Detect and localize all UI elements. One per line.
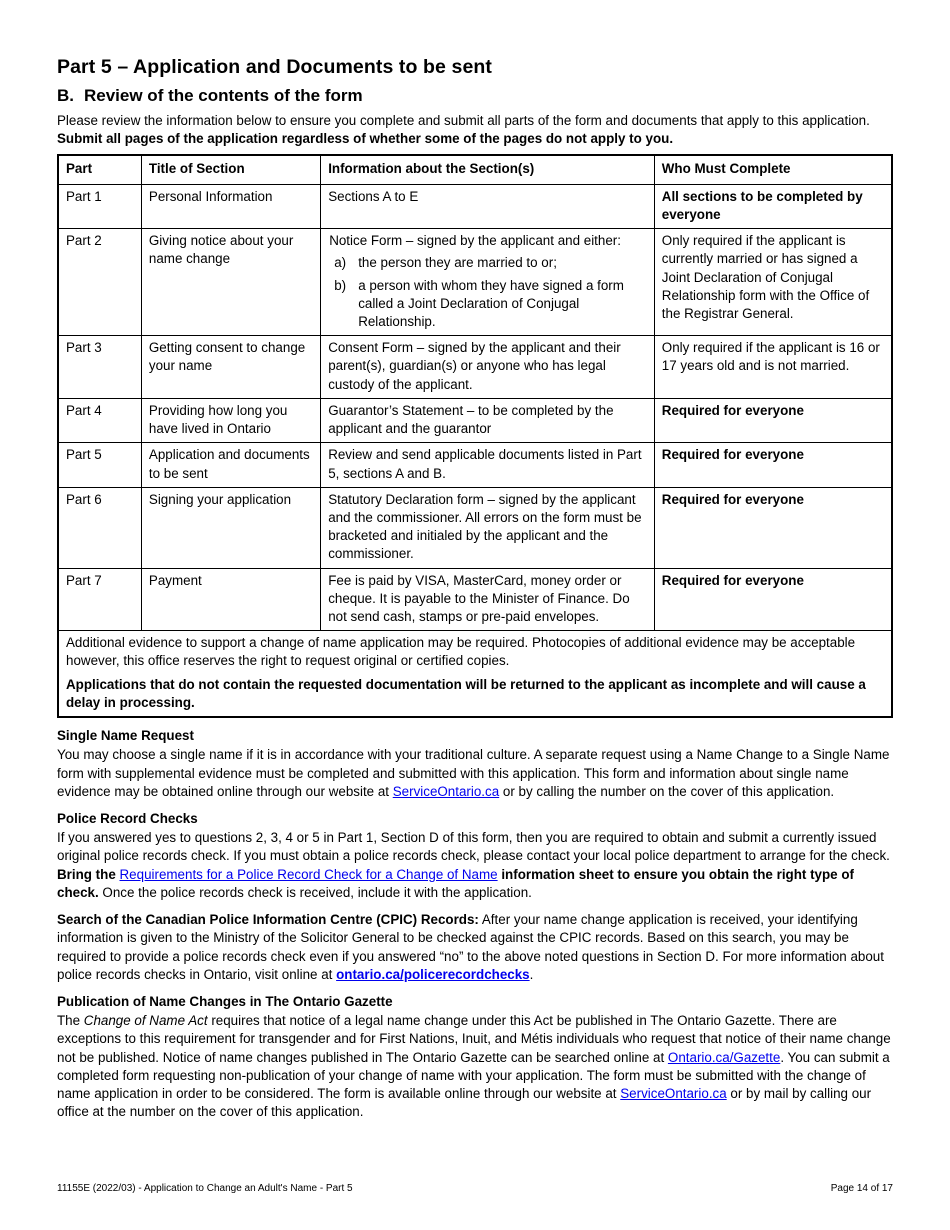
table-row <box>58 568 892 631</box>
cell-part: Part 4 <box>58 398 141 442</box>
serviceontario-link[interactable]: ServiceOntario.ca <box>392 783 500 799</box>
cell-info: Review and send applicable documents listed in Part 5, sections A and B. <box>321 443 655 487</box>
intro-regular-text: Please review the information below to ensure you complete and submit all parts of the form and documents that apply to this application. <box>57 113 870 128</box>
single-name-body-end: or by calling the number on the cover of this application. <box>499 783 835 799</box>
cell-title: Signing your application <box>141 487 320 568</box>
cell-part: Part 2 <box>58 229 141 336</box>
list-text: the person they are married to or; <box>358 255 557 271</box>
gazette-body-3: . You can submit a completed form requesting non-publication of your change of name with your application. The form must be submitted with the change of name application in order to be considered. The form is available online through our website at <box>57 1049 890 1102</box>
page-number-label: Page 14 of 17 <box>830 1183 893 1194</box>
gazette-body-2: requires that notice of a legal name change under this Act be published in The Ontario Gazette. There are exceptions to this requirement for transgender and for First Nations, Inuit, and Métis individuals who request that notice of their name change not be published. Notice of name changes published in The Ontario Gazette can be searched online at <box>57 1013 891 1065</box>
notice-form-lead: Notice Form – signed by the applicant and either: <box>329 233 621 249</box>
note-bold-text: Applications that do not contain the requested documentation will be returned to the applicant as incomplete and will cause a delay in processing. <box>66 676 866 710</box>
column-header-part: Part <box>58 155 141 184</box>
policerecordchecks-link[interactable]: ontario.ca/policerecordchecks <box>336 966 530 982</box>
cpic-body: After your name change application is received, your identifying information is given to the Ministry of the Solicitor General to be checked against the CPIC records. Based on this search, you may be required to provide a police records check even if you answered “no” to the above noted questions in Section D. For more information about police records checks in Ontario, visit online at <box>57 912 884 982</box>
list-text: a person with whom they have signed a form called a Joint Declaration of Conjugal Relationship. <box>358 277 624 329</box>
change-of-name-act-italic: Change of Name Act <box>83 1013 208 1029</box>
single-name-request-paragraph <box>57 746 893 801</box>
cell-who: Required for everyone <box>654 443 892 487</box>
cell-who: Only required if the applicant is 16 or 17 years old and is not married. <box>654 336 892 399</box>
review-contents-table <box>57 154 893 718</box>
cell-title: Personal Information <box>141 184 320 228</box>
table-note-row <box>58 631 892 717</box>
section-b-title <box>57 86 893 106</box>
single-name-request-heading: Single Name Request <box>57 728 194 744</box>
police-check-requirements-link[interactable]: Requirements for a Police Record Check for a Change of Name <box>119 866 498 882</box>
table-row <box>58 398 892 442</box>
gazette-heading: Publication of Name Changes in The Ontario Gazette <box>57 993 393 1009</box>
cell-info: Consent Form – signed by the applicant and their parent(s), guardian(s) or anyone who has legal custody of the applicant. <box>321 336 655 399</box>
column-header-title: Title of Section <box>141 155 320 184</box>
cpic-body-end: . <box>529 966 534 982</box>
column-header-who: Who Must Complete <box>654 155 892 184</box>
cell-part: Part 5 <box>58 443 141 487</box>
cell-who: Only required if the applicant is currently married or has signed a Joint Declaration of Conjugal Relationship form with the Office of the Registrar General. <box>654 229 892 336</box>
table-row <box>58 487 892 568</box>
page-footer <box>57 1183 893 1195</box>
table-row <box>58 184 892 228</box>
table-row <box>58 229 892 336</box>
page-title: Part 5 – Application and Documents to be sent <box>57 56 493 78</box>
section-b-text: Review of the contents of the form <box>84 86 363 105</box>
notice-form-option-b <box>328 277 647 332</box>
list-marker: b) <box>334 277 347 293</box>
additional-evidence-note <box>58 631 892 717</box>
police-body-start: If you answered yes to questions 2, 3, 4 or 5 in Part 1, Section D of this form, then you are required to obtain and submit a currently issued original police records check. If you must obtain a police records check, please contact your local police department to arrange for the check. <box>57 830 890 864</box>
cell-title: Application and documents to be sent <box>141 443 320 487</box>
table-row <box>58 443 892 487</box>
police-bold-sheet: information sheet to ensure you obtain the right type of check. <box>57 866 854 900</box>
cell-info: Statutory Declaration form – signed by the applicant and the commissioner. All errors on the form must be bracketed and initialed by the applicant and the commissioner. <box>321 487 655 568</box>
list-marker: a) <box>334 255 347 271</box>
cell-title: Providing how long you have lived in Ontario <box>141 398 320 442</box>
cell-who: Required for everyone <box>654 487 892 568</box>
single-name-body-start: You may choose a single name if it is in accordance with your traditional culture. A separate request using a Name Change to a Single Name form with supplemental evidence must be completed and submitted with this application. This form and information about single name evidence may be obtained online through our website at <box>57 747 890 799</box>
serviceontario-link-2[interactable]: ServiceOntario.ca <box>620 1086 727 1102</box>
cell-info <box>321 229 655 336</box>
police-body-end: Once the police records check is received, include it with the application. <box>98 884 532 900</box>
section-b-letter: B. <box>57 86 74 105</box>
table-header-row <box>58 155 892 184</box>
form-number-label: 11155E (2022/03) - Application to Change an Adult's Name - Part 5 <box>57 1183 353 1194</box>
police-record-checks-heading: Police Record Checks <box>57 811 198 826</box>
intro-bold-text: Submit all pages of the application regardless of whether some of the pages do not apply to you. <box>57 131 674 147</box>
cell-part: Part 6 <box>58 487 141 568</box>
cell-info: Fee is paid by VISA, MasterCard, money order or cheque. It is payable to the Minister of Finance. Do not send cash, stamps or pre-paid envelopes. <box>321 568 655 631</box>
gazette-search-link[interactable]: Ontario.ca/Gazette <box>667 1049 781 1065</box>
gazette-paragraph <box>57 1012 893 1121</box>
cell-who: All sections to be completed by everyone <box>654 184 892 228</box>
gazette-body-4: or by mail by calling our office at the number on the cover of this application. <box>57 1086 872 1120</box>
cell-info: Sections A to E <box>321 184 655 228</box>
column-header-info: Information about the Section(s) <box>321 155 655 184</box>
cpic-paragraph <box>57 911 893 984</box>
cell-part: Part 7 <box>58 568 141 631</box>
cell-part: Part 1 <box>58 184 141 228</box>
note-regular-text: Additional evidence to support a change of name application may be required. Photocopies of additional evidence may be acceptable however, this office reserves the right to request original or certified copies. <box>66 635 856 669</box>
police-record-checks-paragraph <box>57 829 893 902</box>
police-bold-bring: Bring the <box>57 866 120 882</box>
intro-paragraph <box>57 112 893 148</box>
gazette-body-1: The <box>57 1013 84 1029</box>
cpic-lead-bold: Search of the Canadian Police Information Centre (CPIC) Records: <box>57 912 479 928</box>
cell-info: Guarantor’s Statement – to be completed by the applicant and the guarantor <box>321 398 655 442</box>
cell-title: Payment <box>141 568 320 631</box>
notice-form-option-a <box>328 254 647 272</box>
cell-part: Part 3 <box>58 336 141 399</box>
cell-title: Getting consent to change your name <box>141 336 320 399</box>
cell-who: Required for everyone <box>654 568 892 631</box>
cell-title: Giving notice about your name change <box>141 229 320 336</box>
cell-who: Required for everyone <box>654 398 892 442</box>
table-row <box>58 336 892 399</box>
